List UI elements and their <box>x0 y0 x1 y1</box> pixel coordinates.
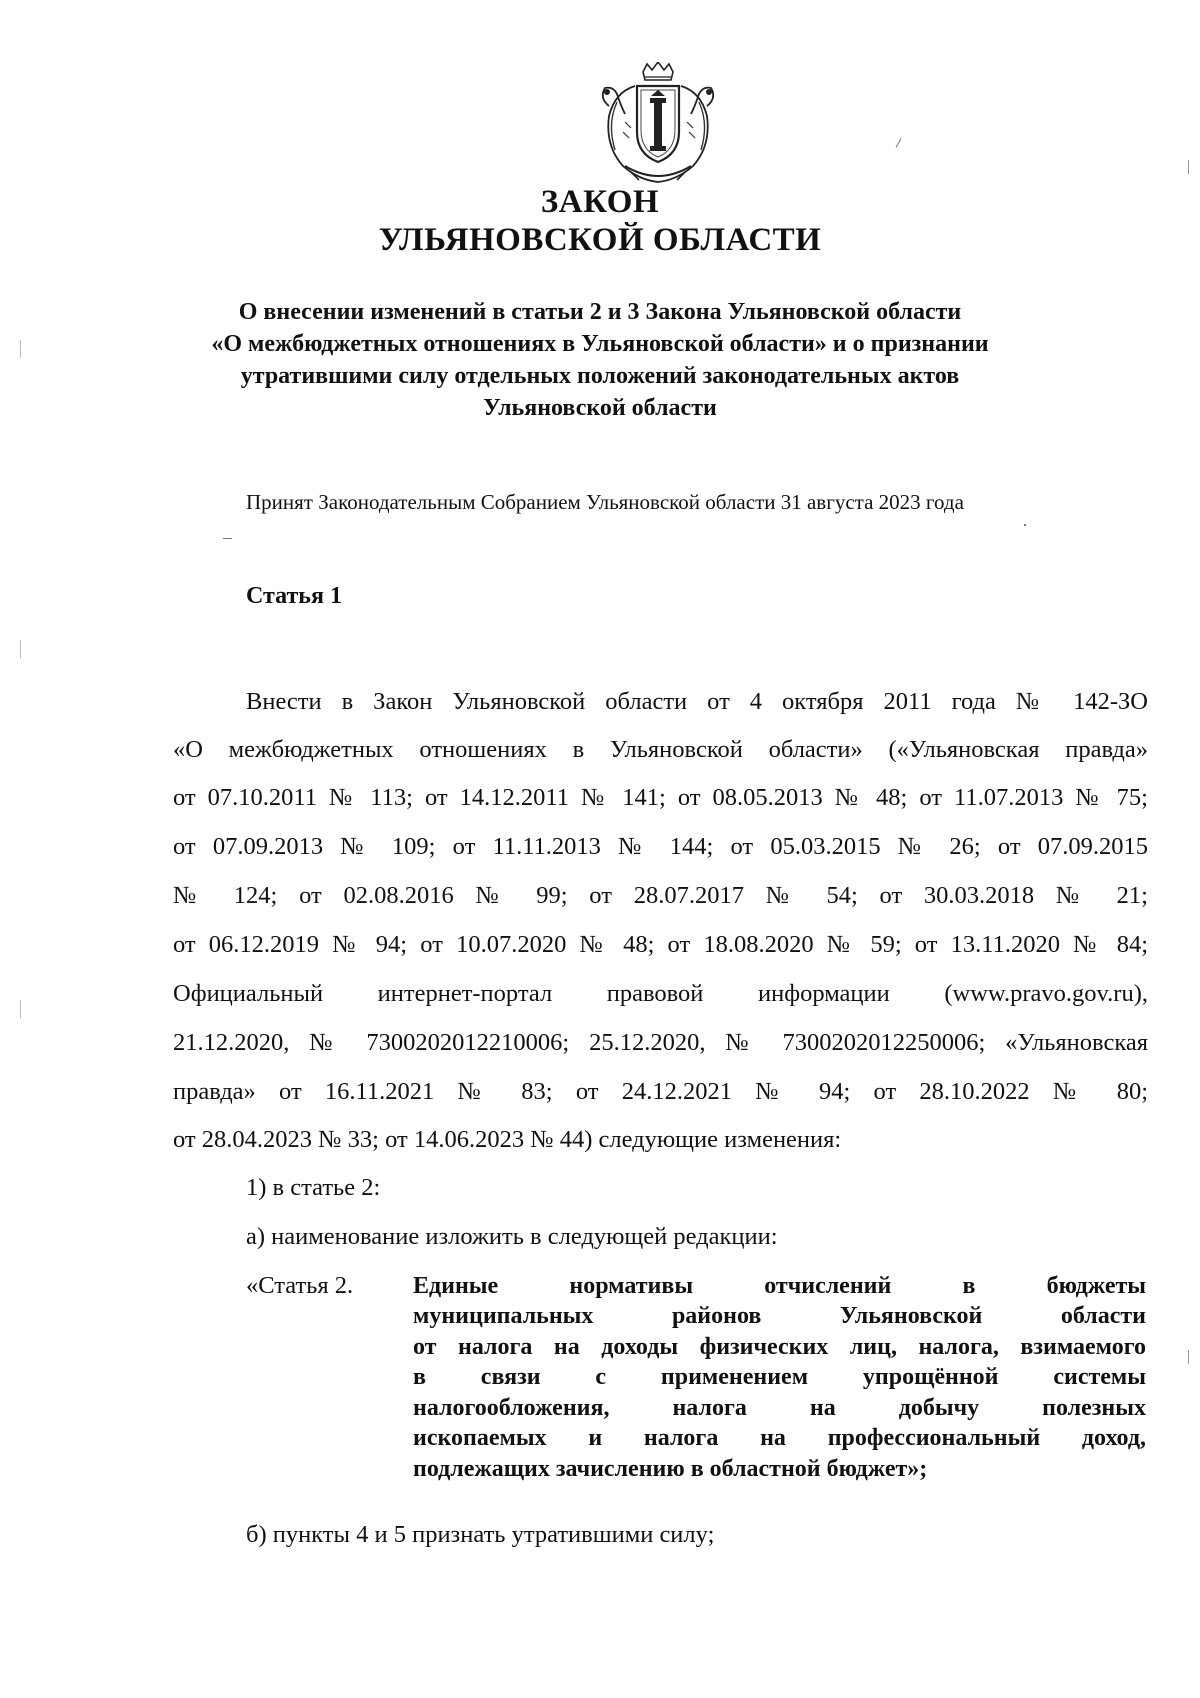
list-item: а) наименование изложить в следующей редакции: <box>246 1223 778 1250</box>
scan-artifact <box>1188 160 1189 174</box>
paragraph-line: 21.12.2020, № 7300202012210006; 25.12.2020, № 7300202012250006; «Ульяновская <box>173 1029 1148 1056</box>
paragraph-line: № 124; от 02.08.2016 № 99; от 28.07.2017 № 54; от 30.03.2018 № 21; <box>173 882 1148 909</box>
list-item: 1) в статье 2: <box>246 1174 381 1201</box>
paragraph-line: от 07.09.2013 № 109; от 11.11.2013 № 144; от 05.03.2015 № 26; от 07.09.2015 <box>173 833 1148 860</box>
paragraph-line: Внести в Закон Ульяновской области от 4 октября 2011 года № 142-ЗО <box>246 688 1148 715</box>
quoted-article-title-line: от налога на доходы физических лиц, налога, взимаемого <box>413 1334 1146 1360</box>
quoted-article-title-line: в связи с применением упрощённой системы <box>413 1364 1146 1390</box>
quoted-article-title-line: налогообложения, налога на добычу полезных <box>413 1395 1146 1421</box>
quoted-article-label: «Статья 2. <box>246 1272 354 1299</box>
quoted-article-title-line: муниципальных районов Ульяновской области <box>413 1303 1146 1329</box>
subject-line: «О межбюджетных отношениях в Ульяновской области» и о признании <box>211 331 989 357</box>
law-subject <box>0 296 1200 424</box>
paragraph-line: от 06.12.2019 № 94; от 10.07.2020 № 48; от 18.08.2020 № 59; от 13.11.2020 № 84; <box>173 931 1148 958</box>
quoted-article-title-line: ископаемых и налога на профессиональный доход, <box>413 1425 1146 1451</box>
scan-artifact <box>896 138 902 147</box>
scan-artifact <box>1188 1350 1189 1364</box>
paragraph-line: «О межбюджетных отношениях в Ульяновской области» («Ульяновская правда» <box>173 736 1148 763</box>
law-region-title: УЛЬЯНОВСКОЙ ОБЛАСТИ <box>378 222 822 258</box>
paragraph-line: от 07.10.2011 № 113; от 14.12.2011 № 141; от 08.05.2013 № 48; от 11.07.2013 № 75; <box>173 784 1148 811</box>
subject-line: О внесении изменений в статьи 2 и 3 Закона Ульяновской области <box>238 299 962 325</box>
quoted-article-title-line: Единые нормативы отчислений в бюджеты <box>413 1273 1146 1299</box>
law-title: ЗАКОН <box>540 184 660 220</box>
scan-artifact <box>223 538 232 539</box>
paragraph-line: от 28.04.2023 № 33; от 14.06.2023 № 44) следующие изменения: <box>173 1126 842 1153</box>
scan-artifact <box>20 640 21 658</box>
paragraph-line: правда» от 16.11.2021 № 83; от 24.12.2021 № 94; от 28.10.2022 № 80; <box>173 1078 1148 1105</box>
paragraph-line: Официальный интернет-портал правовой информации (www.pravo.gov.ru), <box>173 980 1148 1007</box>
scan-artifact <box>1024 524 1026 526</box>
scan-artifact <box>20 1000 21 1018</box>
adoption-note: Принят Законодательным Собранием Ульяновской области 31 августа 2023 года <box>246 490 964 514</box>
subject-line: утратившими силу отдельных положений законодательных актов <box>240 363 960 389</box>
article-heading: Статья 1 <box>246 583 342 609</box>
scan-artifact <box>20 340 21 358</box>
list-item: б) пункты 4 и 5 признать утратившими силу; <box>246 1521 715 1548</box>
coat-of-arms-emblem <box>595 62 721 186</box>
subject-line: Ульяновской области <box>483 395 717 421</box>
quoted-article-title-line: подлежащих зачислению в областной бюджет»; <box>413 1456 928 1482</box>
